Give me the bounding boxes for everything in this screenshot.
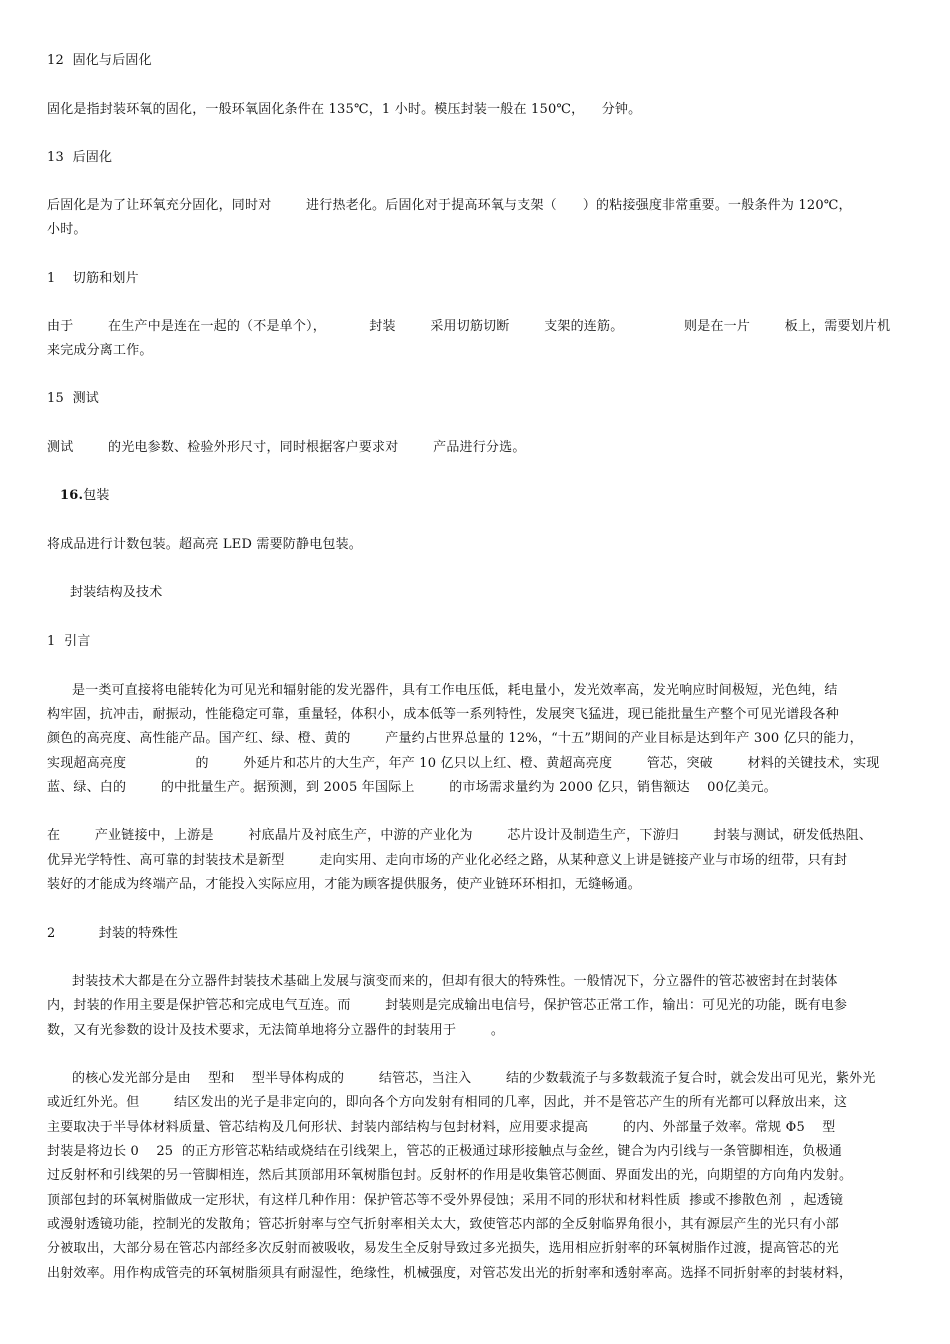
paragraph-line: 蓝、绿、白的 的中批量生产。据预测，到 2005 年国际上 的市场需求量约为 2000 亿只，销售额达 00亿美元。 [47, 780, 777, 795]
section-heading-packaging-specificity: 2 封装的特殊性 [47, 926, 178, 941]
paragraph-line: 后固化是为了让环氧充分固化，同时对 进行热老化。后固化对于提高环氧与支架（ ）的粘接强度非常重要。一般条件为 120℃， [47, 198, 852, 213]
paragraph-line: 内，封装的作用主要是保护管芯和完成电气互连。而 封装则是完成输出电信号，保护管芯正常工作，输出：可见光的功能，既有电参 [47, 998, 848, 1013]
paragraph-line: 出射效率。用作构成管壳的环氧树脂须具有耐湿性，绝缘性，机械强度，对管芯发出光的折射率和透射率高。选择不同折射率的封装材料， [47, 1266, 853, 1281]
paragraph-line: 分被取出，大部分易在管芯内部经多次反射而被吸收，易发生全反射导致过多光损失，选用相应折射率的环氧树脂作过渡，提高管芯的光 [47, 1241, 840, 1256]
paragraph-line: 过反射杯和引线架的另一管脚相连，然后其顶部用环氧树脂包封。反射杯的作用是收集管芯侧面、界面发出的光，向期望的方向角内发射。 [47, 1168, 853, 1183]
paragraph-line: 实现超高亮度 的 外延片和芯片的大生产，年产 10 亿只以上红、橙、黄超高亮度 管芯，突破 材料的关键技术，实现 [47, 756, 880, 771]
section-heading-post-curing: 13 后固化 [47, 150, 113, 165]
paragraph-line: 测试 的光电参数、检验外形尺寸，同时根据客户要求对 产品进行分选。 [47, 440, 526, 455]
section-heading-curing: 12 固化与后固化 [47, 53, 152, 68]
paragraph-line: 将成品进行计数包装。超高亮 LED 需要防静电包装。 [47, 537, 363, 552]
paragraph-line: 封装技术大都是在分立器件封装技术基础上发展与演变而来的，但却有很大的特殊性。一般情况下，分立器件的管芯被密封在封装体 [72, 974, 838, 989]
section-heading-trim-dicing: 1 切筋和划片 [47, 271, 139, 286]
paragraph-line: 的核心发光部分是由 型和 型半导体构成的 结管芯，当注入 结的少数载流子与多数载流子复合时，就会发出可见光，紫外光 [72, 1071, 876, 1086]
section-heading-testing: 15 测试 [47, 391, 100, 406]
section-title: 包装 [83, 488, 110, 503]
paragraph-line: 顶部包封的环氧树脂做成一定形状，有这样几种作用：保护管芯等不受外界侵蚀；采用不同的形状和材料性质 掺或不掺散色剂 ，起透镜 [47, 1193, 844, 1208]
paragraph-line: 主要取决于半导体材料质量、管芯结构及几何形状、封装内部结构与包封材料，应用要求提高 的内、外部量子效率。常规 Φ5 型 [47, 1120, 836, 1135]
section-heading-packing [60, 487, 110, 504]
paragraph-line: 小时。 [47, 222, 87, 237]
paragraph-line: 来完成分离工作。 [47, 343, 153, 358]
paragraph-line: 或漫射透镜功能，控制光的发散角；管芯折射率与空气折射率相关太大，致使管芯内部的全反射临界角很小，其有源层产生的光只有小部 [47, 1217, 840, 1232]
paragraph-line: 由于 在生产中是连在一起的（不是单个）， 封装 采用切筋切断 支架的连筋。 则是在一片 板上，需要划片机 [47, 319, 891, 334]
paragraph-line: 优异光学特性、高可靠的封装技术是新型 走向实用、走向市场的产业化必经之路，从某种意义上讲是链接产业与市场的纽带，只有封 [47, 853, 848, 868]
paragraph-line: 在 产业链接中，上游是 衬底晶片及衬底生产，中游的产业化为 芯片设计及制造生产，下游归 封装与测试，研发低热阻、 [47, 828, 873, 843]
paragraph-line: 或近红外光。但 结区发出的光子是非定向的，即向各个方向发射有相同的几率，因此，并不是管芯产生的所有光都可以释放出来，这 [47, 1095, 848, 1110]
paragraph-line: 构牢固，抗冲击，耐振动，性能稳定可靠，重量轻，体积小，成本低等一系列特性，发展突飞猛进，现已能批量生产整个可见光谱段各种 [47, 707, 840, 722]
paragraph-line: 固化是指封装环氧的固化，一般环氧固化条件在 135℃，1 小时。模压封装一般在 150℃， 分钟。 [47, 102, 642, 117]
section-heading-introduction: 1 引言 [47, 634, 91, 649]
paragraph-line: 是一类可直接将电能转化为可见光和辐射能的发光器件，具有工作电压低，耗电量小，发光效率高，发光响应时间极短，光色纯，结 [72, 683, 838, 698]
section-number: 16. [60, 488, 84, 503]
paragraph-line: 封装是将边长 0 25 的正方形管芯粘结或烧结在引线架上，管芯的正极通过球形接触点与金丝，键合为内引线与一条管脚相连，负极通 [47, 1144, 842, 1159]
chapter-title: 封装结构及技术 [70, 585, 163, 600]
paragraph-line: 颜色的高亮度、高性能产品。国产红、绿、橙、黄的 产量约占世界总量的 12%，“十五”期间的产业目标是达到年产 300 亿只的能力， [47, 731, 863, 746]
paragraph-line: 数，又有光参数的设计及技术要求，无法简单地将分立器件的封装用于 。 [47, 1023, 505, 1038]
paragraph-line: 装好的才能成为终端产品，才能投入实际应用，才能为顾客提供服务，使产业链环环相扣，无缝畅通。 [47, 877, 642, 892]
